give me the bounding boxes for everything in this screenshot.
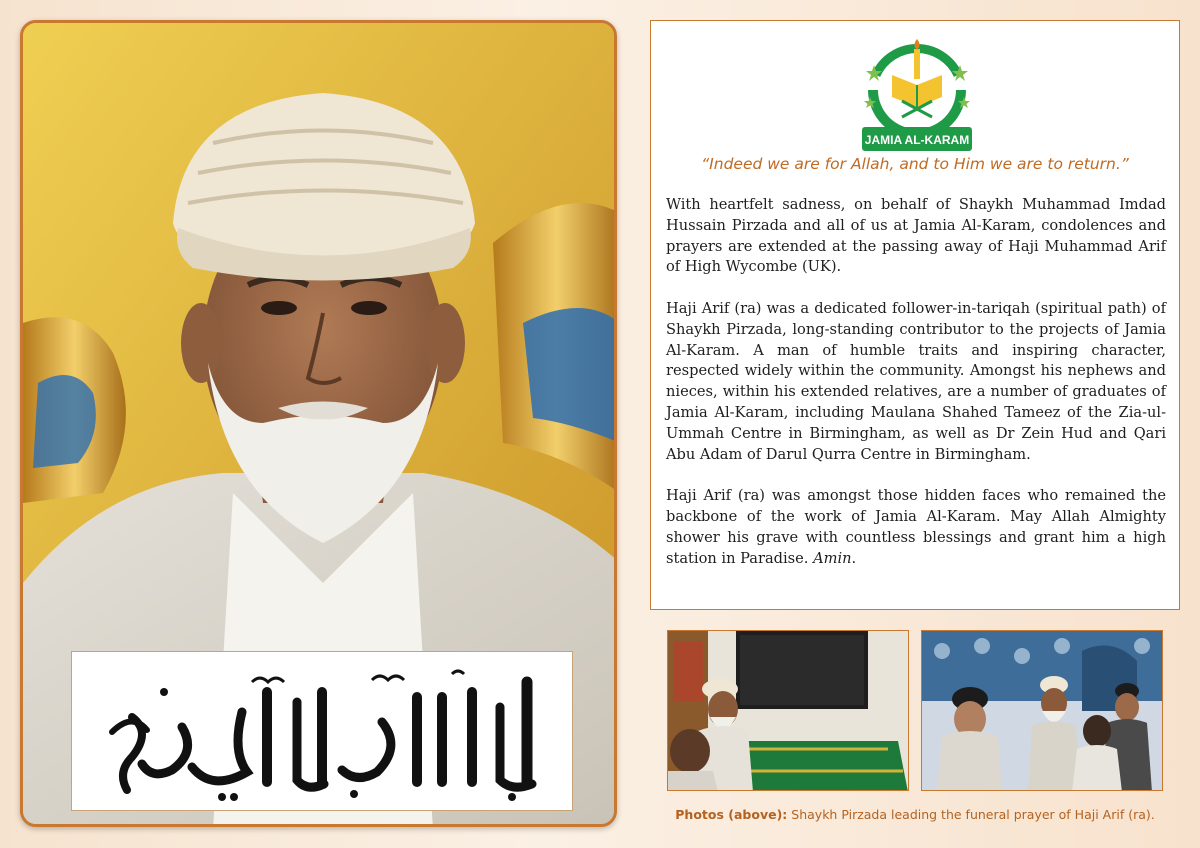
condolence-card: [650, 20, 1180, 610]
condolence-body: [666, 195, 1166, 569]
funeral-photo-2: [921, 630, 1163, 791]
photo-caption: [650, 807, 1180, 822]
arabic-calligraphy: [72, 652, 573, 811]
logo-text: JAMIA AL-KARAM: [864, 133, 970, 147]
funeral-photo-1: [667, 630, 909, 791]
jamia-al-karam-logo: [856, 35, 978, 155]
caption-label: Photos (above):: [675, 807, 788, 822]
portrait-photo: [20, 20, 617, 827]
amin-word: Amin: [813, 549, 852, 567]
closing-end: .: [851, 549, 857, 567]
paragraph-1: With heartfelt sadness, on behalf of Shaykh Muhammad Imdad Hussain Pirzada and all of us at Jamia Al-Karam, condolences and prayers are extended at the passing away of Haji Muhammad Arif of High Wycombe (UK).: [666, 196, 1166, 276]
paragraph-2: Haji Arif (ra) was a dedicated follower-in-tariqah (spiritual path) of Shaykh Pirzada, long-standing contributor to the projects of Jamia Al-Karam. A man of humble traits and inspiring character, respected widely within the community. Amongst his nephews and nieces, within his extended relatives, are a number of graduates of Jamia Al-Karam, including Maulana Shahed Tameez of the Zia-ul-Ummah Centre in Birmingham, as well as Dr Zein Hud and Qari Abu Adam of Darul Qurra Centre in Birmingham.: [666, 299, 1166, 463]
calligraphy-panel: [71, 651, 573, 811]
quote: “Indeed we are for Allah, and to Him we are to return.”: [701, 155, 1129, 173]
caption-text: Shaykh Pirzada leading the funeral prayer of Haji Arif (ra).: [791, 807, 1155, 822]
paragraph-3: [666, 486, 1166, 569]
closing-text: Haji Arif (ra) was amongst those hidden faces who remained the backbone of the work of Jamia Al-Karam. May Allah Almighty shower his grave with countless blessings and grant him a high station in Paradise.: [666, 487, 1166, 567]
